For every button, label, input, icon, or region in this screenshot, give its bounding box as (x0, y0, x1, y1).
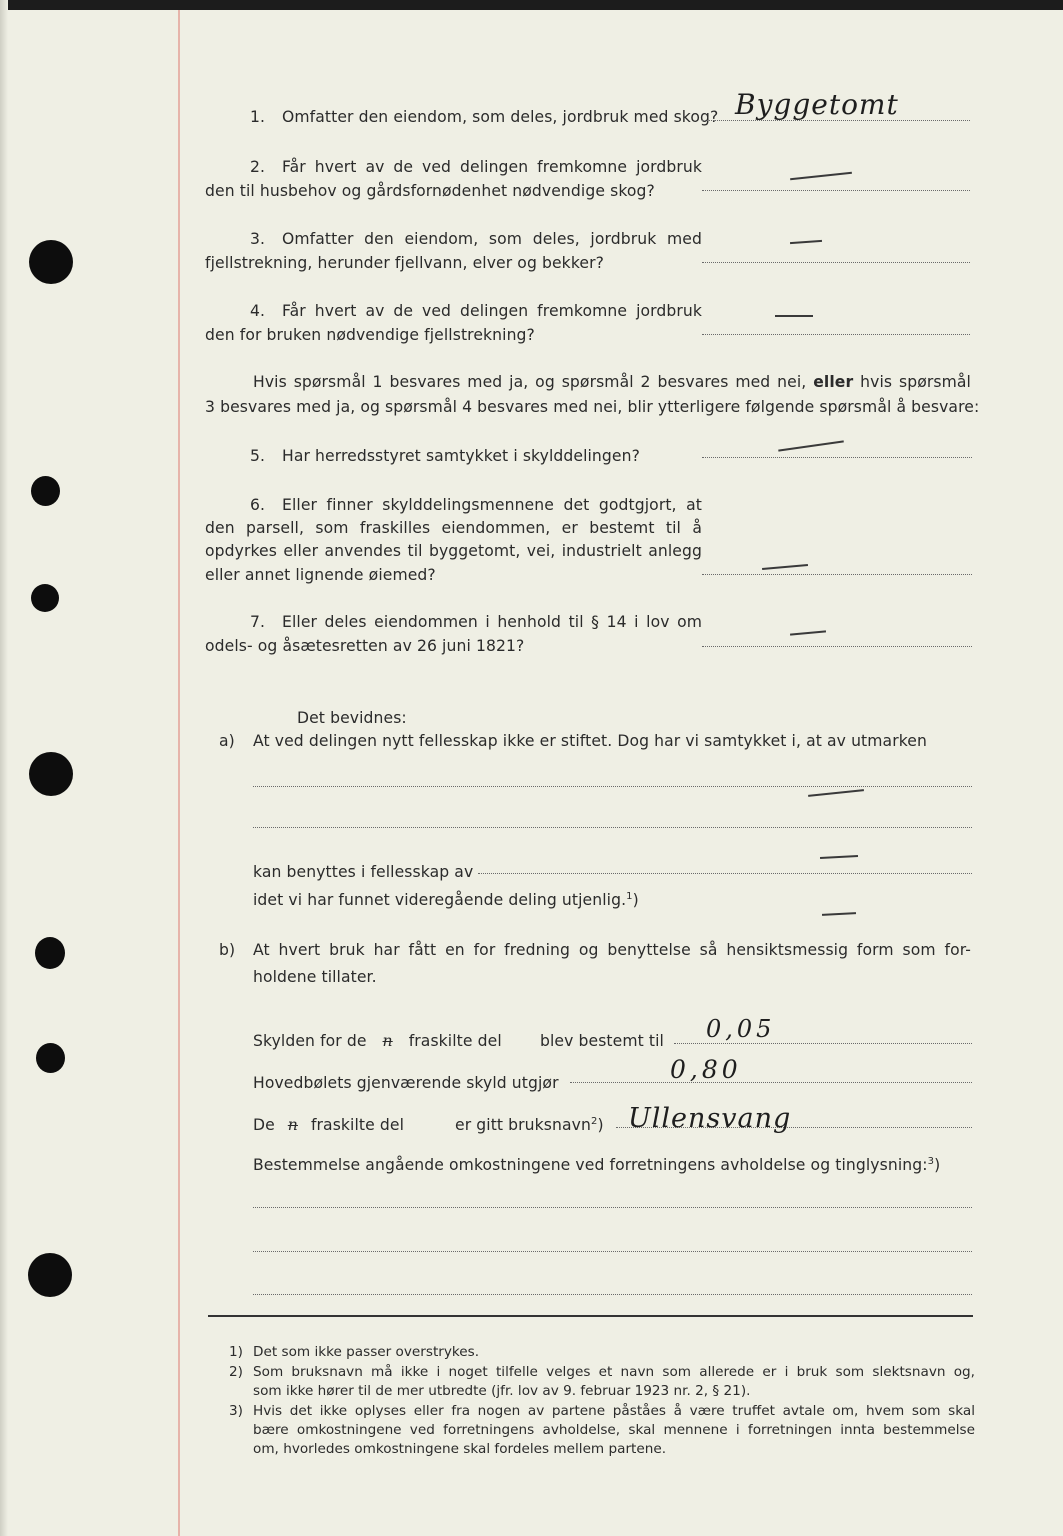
punch-hole (31, 476, 60, 506)
bruksnavn-label-post (455, 1115, 604, 1135)
question-number: 1. (250, 108, 266, 126)
bestemmelse-label (253, 1155, 940, 1175)
item-label-b: b) (219, 941, 236, 959)
item-a-reason (253, 890, 639, 910)
punch-hole (35, 937, 65, 969)
fill-line (570, 1082, 972, 1083)
footnote-text: Det som ikke passer overstrykes. (253, 1344, 480, 1360)
fill-line (253, 1251, 972, 1252)
fill-line (253, 786, 972, 787)
footnote-rule (208, 1315, 973, 1317)
answer-line (702, 190, 970, 191)
conditional-text: Hvis spørsmål 1 besvares med ja, og spørsmål 2 besvares med nei, (253, 373, 807, 391)
footnote-paren: ) (632, 891, 639, 909)
punch-hole (29, 752, 73, 796)
footnote-mark: 3) (229, 1403, 243, 1419)
strike-dash (820, 855, 858, 859)
fill-line (253, 1294, 972, 1295)
question-number: 5. (250, 447, 266, 465)
punch-hole (31, 584, 59, 612)
item-label-a: a) (219, 732, 235, 750)
bruksnavn-label: er gitt bruksnavn (455, 1116, 591, 1134)
skyld-label: blev bestemt til (540, 1032, 664, 1050)
footnote-mark: 2) (229, 1364, 243, 1380)
conditional-line: 3 besvares med ja, og spørsmål 4 besvares med nei, blir ytterligere følgende spørsmål å besvare: (205, 398, 980, 416)
footnote-ref: 3 (927, 1155, 935, 1167)
item-a-common: kan benyttes i fellesskap av (253, 863, 474, 881)
bruksnavn-label: fraskilte del (310, 1116, 405, 1134)
question-number: 2. (250, 158, 266, 176)
certify-heading: Det bevidnes: (297, 709, 407, 727)
footnote-text: som ikke hører til de mer utbredte (jfr. lov av 9. februar 1923 nr. 2, § 21). (253, 1383, 751, 1399)
answer-dash (775, 315, 813, 317)
question-number: 7. (250, 613, 266, 631)
footnote-text: om, hvorledes omkostningene skal fordeles mellem partene. (253, 1441, 667, 1457)
answer-dash (790, 240, 822, 244)
bestemmelse-text: Bestemmelse angående omkostningene ved forretningens avholdelse og tinglysning: (253, 1156, 928, 1174)
answer-line (702, 646, 972, 647)
punch-hole (36, 1043, 65, 1073)
conditional-line (253, 372, 971, 392)
scan-top-edge (0, 0, 1063, 10)
footnote-ref: 2 (590, 1115, 598, 1127)
skyld-strike-mark: n (382, 1032, 393, 1050)
question-text: fjellstrekning, herunder fjellvann, elver og bekker? (205, 254, 604, 272)
question-text: Omfatter den eiendom, som deles, jordbruk med (282, 230, 702, 248)
item-b-text: At hvert bruk har fått en for fredning og benyttelse så hensiktsmessig form som for- (253, 941, 971, 959)
answer-line (702, 457, 972, 458)
skyld-label: fraskilte del (408, 1032, 502, 1050)
question-text: Har herredsstyret samtykket i skylddelingen? (282, 447, 640, 465)
footnote-mark: 1) (229, 1344, 243, 1360)
answer-dash (790, 630, 826, 635)
footnote-paren: ) (597, 1116, 604, 1134)
question-text: Omfatter den eiendom, som deles, jordbruk med skog? (282, 108, 719, 126)
answer-handwritten: Byggetomt (735, 88, 899, 121)
answer-dash (778, 440, 844, 451)
footnote-text: Som bruksnavn må ikke i noget tilfelle velges et navn som allerede er i bruk som slektsnavn og, (253, 1364, 975, 1380)
item-a-text: At ved delingen nytt fellesskap ikke er stiftet. Dog har vi samtykket i, at av utmarken (253, 732, 927, 750)
bruksnavn-label: De (253, 1116, 275, 1134)
footnote-text: Hvis det ikke oplyses eller fra nogen av partene påståes å være truffet avtale om, hvem som skal (253, 1403, 975, 1419)
question-text: den parsell, som fraskilles eiendommen, er bestemt til å (205, 519, 702, 537)
question-text: den til husbehov og gårdsfornødenhet nødvendige skog? (205, 182, 655, 200)
question-text: Eller finner skylddelingsmennene det godtgjort, at (282, 496, 702, 514)
answer-dash (790, 172, 852, 180)
strike-dash (808, 789, 864, 796)
fill-line (478, 873, 972, 874)
question-text: Eller deles eiendommen i henhold til § 14 i lov om (282, 613, 702, 631)
question-text: Får hvert av de ved delingen fremkomne jordbruk (282, 158, 702, 176)
question-number: 3. (250, 230, 266, 248)
bruksnavn-value: Ullensvang (628, 1103, 792, 1134)
fill-line (253, 827, 972, 828)
skyld-label: Skylden for de (253, 1032, 367, 1050)
skyld-row (253, 1031, 502, 1051)
answer-line (702, 334, 970, 335)
conditional-emphasis: eller (813, 373, 854, 391)
scan-left-edge (0, 0, 8, 1536)
question-number: 4. (250, 302, 266, 320)
answer-line (702, 574, 972, 575)
margin-rule (178, 10, 180, 1536)
question-number: 6. (250, 496, 266, 514)
fill-line (253, 1207, 972, 1208)
question-text: eller annet lignende øiemed? (205, 566, 436, 584)
question-text: Får hvert av de ved delingen fremkomne jordbruk (282, 302, 702, 320)
answer-line (702, 262, 970, 263)
bruksnavn-row (253, 1115, 404, 1135)
conditional-text: hvis spørsmål (860, 373, 971, 391)
question-text: opdyrkes eller anvendes til byggetomt, vei, industrielt anlegg (205, 542, 702, 560)
item-b-text: holdene tillater. (253, 968, 377, 986)
footnote-text: bære omkostningene ved forretningens avholdelse, skal mennene i forretningen innta bestemmelse (253, 1422, 975, 1438)
footnote-ref: 1 (626, 890, 633, 902)
question-text: den for bruken nødvendige fjellstrekning? (205, 326, 535, 344)
answer-dash (762, 564, 808, 570)
skyld-value: 0,05 (706, 1015, 776, 1043)
hoved-value: 0,80 (670, 1055, 742, 1084)
footnote-paren: ) (934, 1156, 941, 1174)
punch-hole (28, 1253, 72, 1297)
question-text: odels- og åsætesretten av 26 juni 1821? (205, 637, 525, 655)
punch-hole (29, 240, 73, 284)
bruksnavn-strike-mark: n (287, 1116, 298, 1134)
strike-dash (822, 912, 856, 915)
hoved-label: Hovedbølets gjenværende skyld utgjør (253, 1074, 559, 1092)
reason-text: idet vi har funnet videregående deling utjenlig. (253, 891, 627, 909)
